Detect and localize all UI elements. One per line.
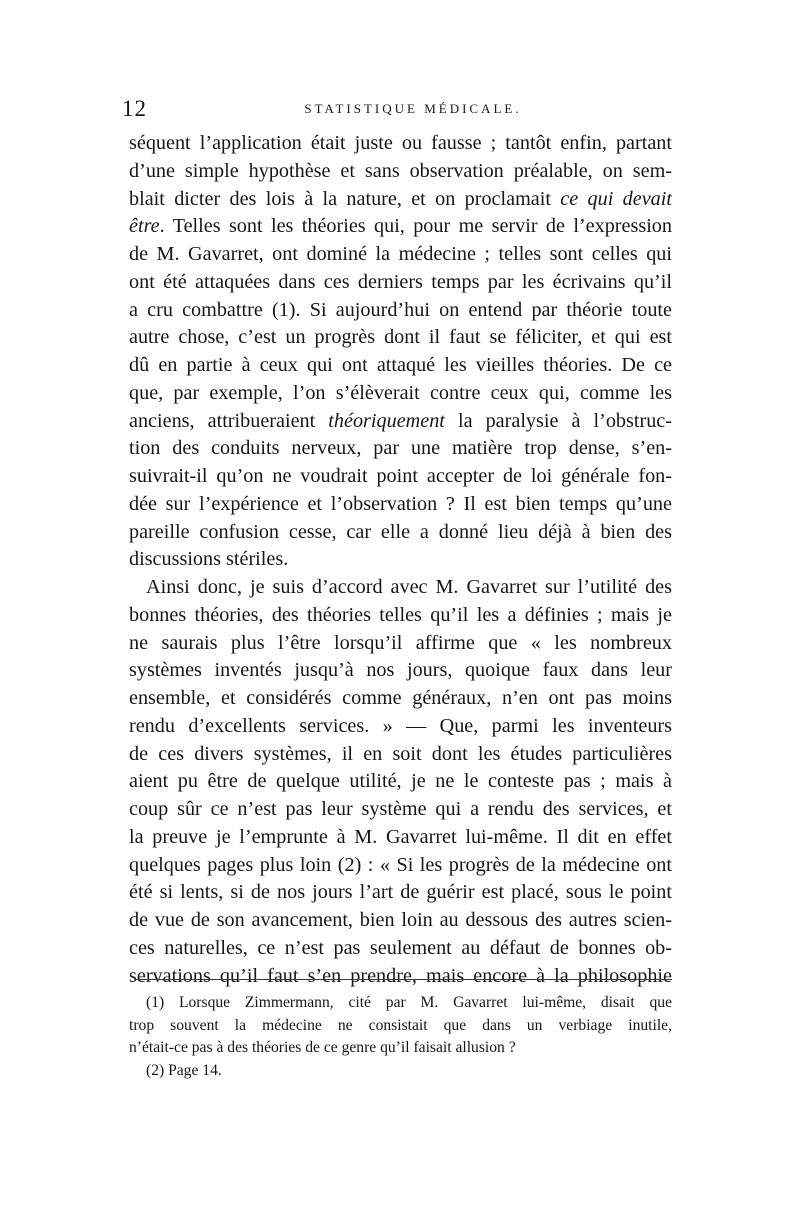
body-line: d’une simple hypothèse et sans observation préalable, on sem- [129,159,672,182]
body-line [129,186,672,214]
body-line: ont été attaquées dans ces derniers temps par les écrivains qu’il [129,270,672,293]
body-line: de M. Gavarret, ont dominé la médecine ; telles sont celles qui [129,243,672,265]
body-line: que, par exemple, l’on s’élèverait contre ceux qui, comme les [129,381,672,404]
body-line: dû en partie à ceux qui ont attaqué les vieilles théories. De ce [129,354,672,376]
italic-phrase: ce qui devait [560,187,672,210]
running-head: STATISTIQUE MÉDICALE. [304,101,522,116]
body-line: Ainsi donc, je suis d’accord avec M. Gavarret sur l’utilité des [146,576,672,598]
page-header [120,94,676,124]
body-line: autre chose, c’est un progrès dont il faut se féliciter, et qui est [129,326,672,349]
body-line: discussions stériles. [129,548,289,571]
text-segment: . Telles sont les théories qui, pour me servir de l’expression [159,215,672,238]
body-text [129,130,672,990]
italic-phrase: théoriquement [328,409,445,432]
body-line: dée sur l’expérience et l’observation ? Il est bien temps qu’une [129,492,672,515]
footnote-line: trop souvent la médecine ne consistait que dans un verbiage inutile, [129,1016,672,1034]
body-line: de ces divers systèmes, il en soit dont les études particulières [129,742,672,765]
body-line: la preuve je l’emprunte à M. Gavarret lui-même. Il dit en effet [129,825,672,848]
body-line [129,408,672,436]
body-line: rendu d’excellents services. » — Que, parmi les inventeurs [129,714,672,737]
text-segment: anciens, attribueraient [129,409,329,432]
body-line: aient pu être de quelque utilité, je ne le conteste pas ; mais à [129,770,672,793]
body-line: ces naturelles, ce n’est pas seulement au défaut de bonnes ob- [129,936,672,959]
italic-phrase: être [129,215,160,238]
body-line: ne saurais plus l’être lorsqu’il affirme que « les nombreux [129,631,672,654]
body-line: ensemble, et considérés comme généraux, n’en ont pas moins [129,687,672,709]
body-line: a cru combattre (1). Si aujourd’hui on entend par théorie toute [129,298,672,321]
body-line [129,213,672,241]
body-line: systèmes inventés jusqu’à nos jours, quoique faux dans leur [129,659,672,682]
body-line: servations qu’il faut s’en prendre, mais encore à la philosophie [129,964,672,987]
text-segment: blait dicter des lois à la nature, et on proclamait [129,187,561,210]
body-line: été si lents, si de nos jours l’art de guérir est placé, sous le point [129,881,672,904]
body-line: coup sûr ce n’est pas leur système qui a rendu des services, et [129,798,672,820]
body-line: quelques pages plus loin (2) : « Si les progrès de la médecine ont [129,853,672,876]
footnotes [129,992,672,1082]
text-segment: la paralysie à l’obstruc- [444,409,672,432]
footnote-line: (1) Lorsque Zimmermann, cité par M. Gavarret lui-même, disait que [146,994,672,1011]
body-line: tion des conduits nerveux, par une matière trop dense, s’en- [129,437,672,460]
body-line: bonnes théories, des théories telles qu’il les a définies ; mais je [129,603,672,626]
footnote-divider [135,979,672,980]
body-line: de vue de son avancement, bien loin au dessous des autres scien- [129,909,672,931]
footnote-line: n’était-ce pas à des théories de ce genre qu’il faisait allusion ? [129,1039,516,1057]
body-line: séquent l’application était juste ou fausse ; tantôt enfin, partant [129,132,672,154]
footnote-line: (2) Page 14. [146,1061,222,1079]
body-line: pareille confusion cesse, car elle a donné lieu déjà à bien des [129,520,672,543]
body-line: suivrait-il qu’on ne voudrait point accepter de loi générale fon- [129,465,672,487]
page-number: 12 [122,96,147,121]
